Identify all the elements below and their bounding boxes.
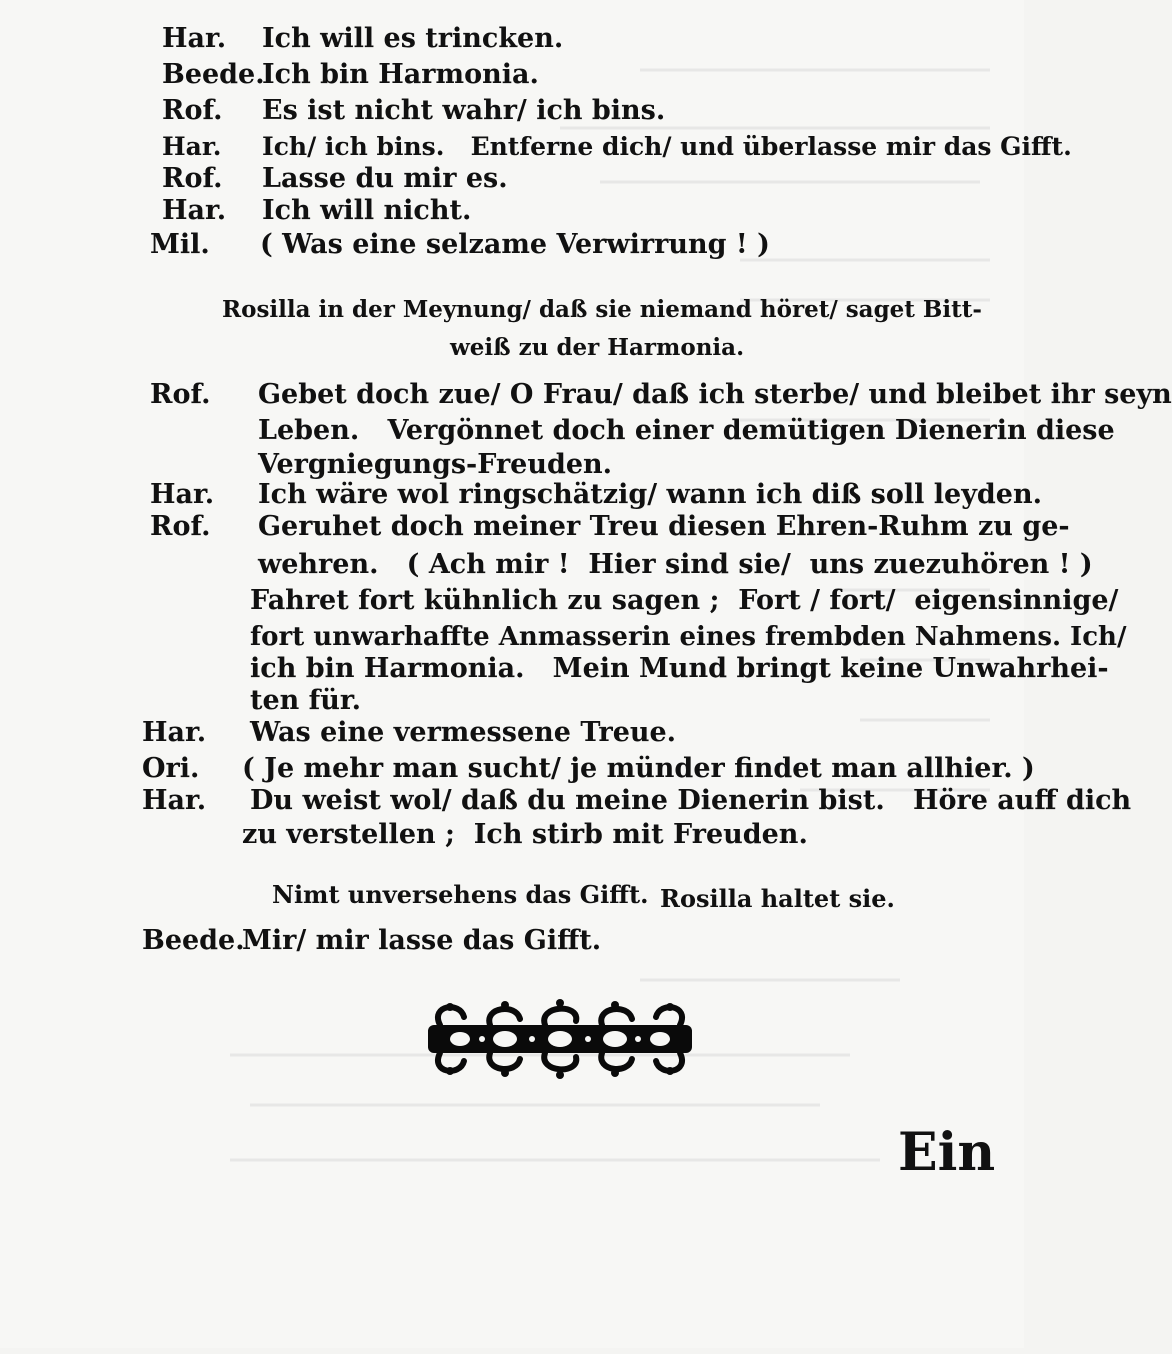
line-text: Ich bin Harmonia.	[262, 59, 539, 90]
speaker-label: Rof.	[162, 95, 223, 126]
line-text: Du weist wol/ daß du meine Dienerin bist. Höre auff dich	[250, 785, 1132, 816]
line-text: Vergniegungs-Freuden.	[258, 449, 613, 480]
speaker-label: Mil.	[150, 229, 210, 260]
line-text: fort unwarhaffte Anmasserin eines frembden Nahmens. Ich/	[250, 622, 1127, 652]
speaker-label: Har.	[162, 132, 222, 161]
catchword: Ein	[898, 1122, 996, 1183]
line-text: Ich/ ich bins. Entferne dich/ und überlasse mir das Gifft.	[262, 132, 1072, 161]
line-text: Fahret fort kühnlich zu sagen ; Fort / fort/ eigensinnige/	[250, 585, 1119, 616]
line-text: Gebet doch zue/ O Frau/ daß ich sterbe/ und bleibet ihr seyn	[258, 379, 1172, 410]
stage-direction-line: weiß zu der Harmonia.	[450, 334, 745, 361]
line-text: ( Je mehr man sucht/ je münder findet man allhier. )	[242, 753, 1035, 784]
line-text: zu verstellen ; Ich stirb mit Freuden.	[242, 819, 808, 850]
line-text: Es ist nicht wahr/ ich bins.	[262, 95, 666, 126]
line-text: Mir/ mir lasse das Gifft.	[242, 925, 602, 956]
speaker-label: Beede.	[162, 59, 265, 90]
speaker-label: Har.	[162, 23, 227, 54]
stage-direction-line: Rosilla in der Meynung/ daß sie niemand höret/ saget Bitt-	[222, 296, 982, 323]
line-text: Ich will nicht.	[262, 195, 472, 226]
line-text: Was eine vermessene Treue.	[250, 717, 677, 748]
line-text: ten für.	[250, 685, 362, 716]
stage-direction-part: Rosilla haltet sie.	[660, 884, 895, 913]
speaker-label: Beede.	[142, 925, 245, 956]
speaker-label: Rof.	[162, 163, 223, 194]
speaker-label: Har.	[142, 785, 207, 816]
line-text: Ich will es trincken.	[262, 23, 564, 54]
stage-direction-part: Nimt unversehens das Gifft.	[272, 880, 649, 909]
fleuron-ornament-icon	[420, 995, 700, 1083]
speaker-label: Rof.	[150, 379, 211, 410]
line-text: Leben. Vergönnet doch einer demütigen Dienerin diese	[258, 415, 1115, 446]
line-text: wehren. ( Ach mir ! Hier sind sie/ uns zuezuhören ! )	[258, 549, 1093, 580]
line-text: Lasse du mir es.	[262, 163, 508, 194]
line-text: Ich wäre wol ringschätzig/ wann ich diß soll leyden.	[258, 479, 1043, 510]
line-text: Geruhet doch meiner Treu diesen Ehren-Ruhm zu ge-	[258, 511, 1070, 542]
speaker-label: Har.	[162, 195, 227, 226]
speaker-label: Ori.	[142, 753, 200, 784]
speaker-label: Har.	[150, 479, 215, 510]
line-text: ( Was eine selzame Verwirrung ! )	[260, 229, 770, 260]
ornament-drawing	[420, 995, 700, 1083]
speaker-label: Har.	[142, 717, 207, 748]
speaker-label: Rof.	[150, 511, 211, 542]
line-text: ich bin Harmonia. Mein Mund bringt keine Unwahrhei-	[250, 653, 1109, 684]
